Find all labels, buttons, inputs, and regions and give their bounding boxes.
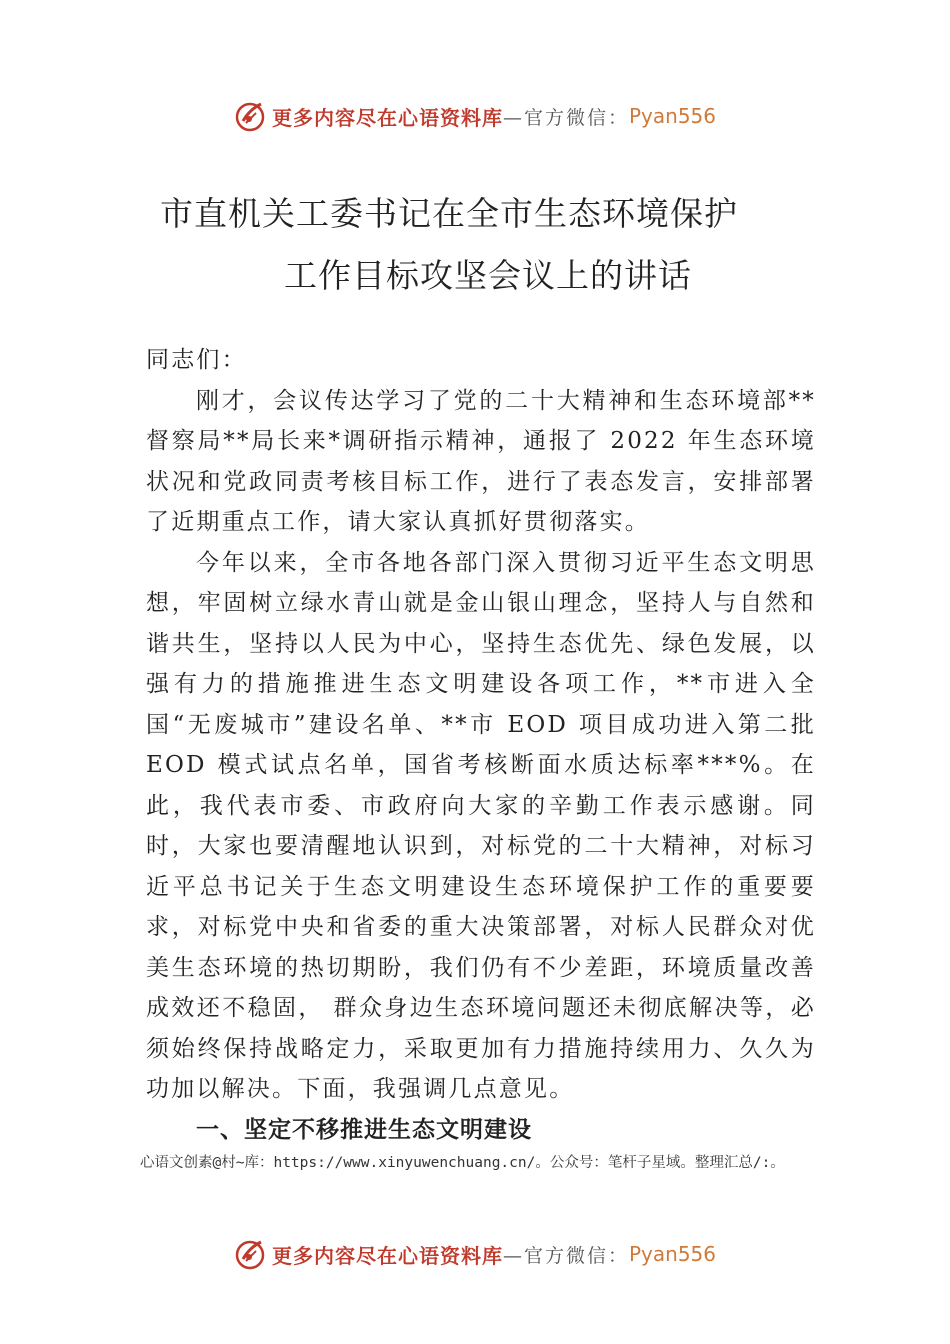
brand-logo-icon [234, 99, 268, 133]
banner-brand-text: 更多内容尽在心语资料库 [271, 1243, 503, 1268]
document-title-line2: 工作目标攻坚会议上的讲话 [284, 256, 692, 295]
header-banner [0, 96, 950, 136]
document-body [146, 340, 816, 1150]
footer-banner [0, 1234, 950, 1274]
banner-wechat-id: Pyan556 [629, 104, 717, 128]
banner-wechat-label: —官方微信： [502, 106, 629, 129]
banner-wechat-label: —官方微信： [502, 1244, 629, 1267]
salutation: 同志们： [146, 347, 247, 373]
document-title-line1: 市直机关工委书记在全市生态环境保护 [160, 194, 738, 233]
banner-wechat-id: Pyan556 [629, 1242, 717, 1266]
source-footnote: 心语文创素@村~库：https://www.xinyuwenchuang.cn/。公众号：笔杆子星域。整理汇总/:。 [140, 1155, 785, 1171]
paragraph-1: 刚才，会议传达学习了党的二十大精神和生态环境部**督察局**局长来*调研指示精神，通报了 2022 年生态环境状况和党政同责考核目标工作，进行了表态发言，安排部署了近期重点工作，请大家认真抓好贯彻落实。 [146, 387, 816, 535]
paragraph-2: 今年以来，全市各地各部门深入贯彻习近平生态文明思想，牢固树立绿水青山就是金山银山理念，坚持人与自然和谐共生，坚持以人民为中心，坚持生态优先、绿色发展，以强有力的措施推进生态文明建设各项工作，**市进入全国“无废城市”建设名单、**市 EOD 项目成功进入第二批 EOD 模式试点名单，国省考核断面水质达标率***%。在此，我代表市委、市政府向大家的辛勤工作表示感谢。同时，大家也要清醒地认识到，对标党的二十大精神，对标习近平总书记关于生态文明建设生态环境保护工作的重要要求，对标党中央和省委的重大决策部署，对标人民群众对优美生态环境的热切期盼，我们仍有不少差距，环境质量改善成效还不稳固， 群众身边生态环境问题还未彻底解决等，必须始终保持战略定力，采取更加有力措施持续用力、久久为功加以解决。下面，我强调几点意见。 [146, 549, 816, 1102]
section-heading-1: 一、坚定不移推进生态文明建设 [196, 1116, 532, 1143]
banner-brand-text: 更多内容尽在心语资料库 [271, 105, 503, 130]
brand-logo-icon [234, 1237, 268, 1271]
